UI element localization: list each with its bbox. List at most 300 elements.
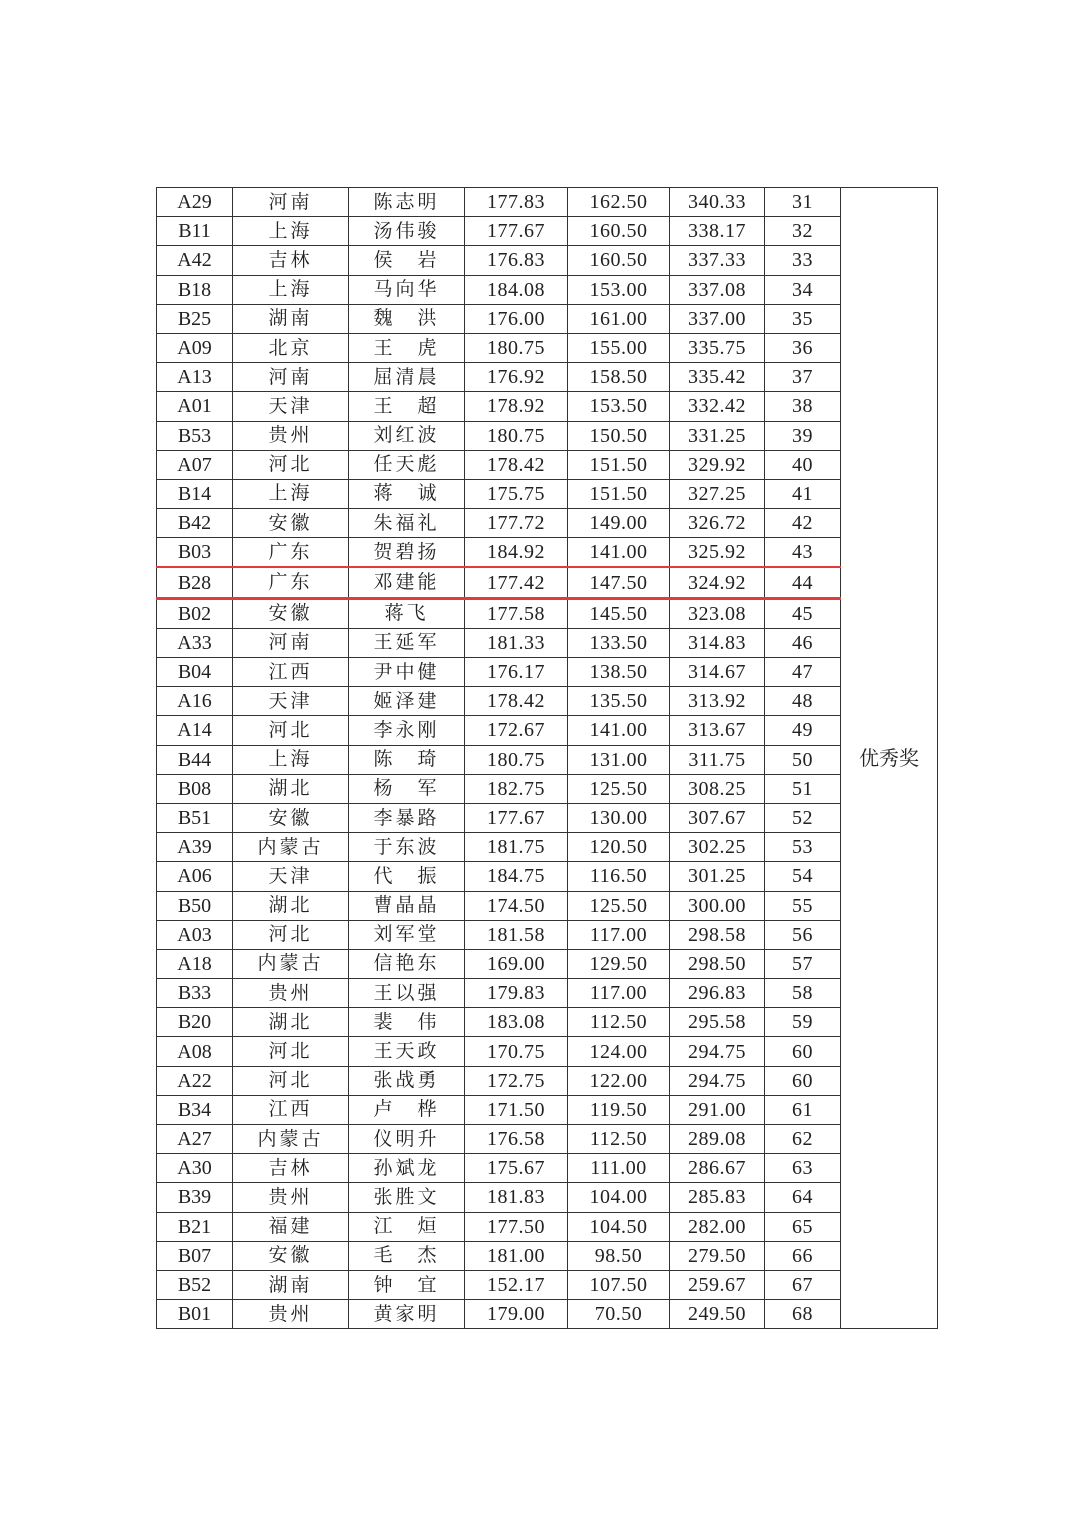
- table-row: [157, 1066, 938, 1095]
- rank-cell: 43: [765, 538, 841, 568]
- score2-cell: 70.50: [568, 1300, 670, 1329]
- total-score-cell: 298.50: [670, 949, 765, 978]
- total-score-cell: 332.42: [670, 392, 765, 421]
- name-cell: 魏 洪: [349, 304, 465, 333]
- participant-id-cell: B39: [157, 1183, 233, 1212]
- total-score-cell: 327.25: [670, 479, 765, 508]
- province-cell: 江西: [233, 1095, 349, 1124]
- table-row: [157, 567, 938, 598]
- table-row: [157, 538, 938, 568]
- score1-cell: 177.58: [465, 598, 568, 628]
- participant-id-cell: B52: [157, 1270, 233, 1299]
- table-row: [157, 217, 938, 246]
- rank-cell: 31: [765, 188, 841, 217]
- name-cell: 李暴路: [349, 803, 465, 832]
- province-cell: 福建: [233, 1212, 349, 1241]
- name-cell: 张战勇: [349, 1066, 465, 1095]
- name-cell: 江 烜: [349, 1212, 465, 1241]
- score2-cell: 162.50: [568, 188, 670, 217]
- name-cell: 屈清晨: [349, 363, 465, 392]
- participant-id-cell: A14: [157, 716, 233, 745]
- rank-cell: 68: [765, 1300, 841, 1329]
- province-cell: 湖北: [233, 774, 349, 803]
- province-cell: 江西: [233, 658, 349, 687]
- table-row: [157, 1183, 938, 1212]
- score1-cell: 176.17: [465, 658, 568, 687]
- total-score-cell: 307.67: [670, 803, 765, 832]
- table-row: [157, 509, 938, 538]
- table-row: [157, 979, 938, 1008]
- name-cell: 钟 宜: [349, 1270, 465, 1299]
- score2-cell: 117.00: [568, 920, 670, 949]
- score1-cell: 180.75: [465, 745, 568, 774]
- name-cell: 毛 杰: [349, 1241, 465, 1270]
- name-cell: 邓建能: [349, 567, 465, 598]
- participant-id-cell: B14: [157, 479, 233, 508]
- participant-id-cell: A30: [157, 1154, 233, 1183]
- table-row: [157, 1095, 938, 1124]
- participant-id-cell: A42: [157, 246, 233, 275]
- rank-cell: 38: [765, 392, 841, 421]
- score2-cell: 111.00: [568, 1154, 670, 1183]
- participant-id-cell: B03: [157, 538, 233, 568]
- participant-id-cell: B53: [157, 421, 233, 450]
- total-score-cell: 282.00: [670, 1212, 765, 1241]
- province-cell: 湖北: [233, 1008, 349, 1037]
- table-row: [157, 1212, 938, 1241]
- score1-cell: 177.67: [465, 217, 568, 246]
- total-score-cell: 331.25: [670, 421, 765, 450]
- score1-cell: 175.67: [465, 1154, 568, 1183]
- total-score-cell: 279.50: [670, 1241, 765, 1270]
- table-row: [157, 333, 938, 362]
- score2-cell: 145.50: [568, 598, 670, 628]
- rank-cell: 49: [765, 716, 841, 745]
- score2-cell: 151.50: [568, 479, 670, 508]
- rank-cell: 57: [765, 949, 841, 978]
- name-cell: 杨 军: [349, 774, 465, 803]
- score1-cell: 176.58: [465, 1125, 568, 1154]
- score1-cell: 177.50: [465, 1212, 568, 1241]
- participant-id-cell: B25: [157, 304, 233, 333]
- province-cell: 河南: [233, 628, 349, 657]
- total-score-cell: 308.25: [670, 774, 765, 803]
- award-cell: 优秀奖: [841, 188, 938, 1329]
- rank-cell: 44: [765, 567, 841, 598]
- rank-cell: 40: [765, 450, 841, 479]
- score1-cell: 182.75: [465, 774, 568, 803]
- participant-id-cell: B02: [157, 598, 233, 628]
- total-score-cell: 314.83: [670, 628, 765, 657]
- score1-cell: 184.92: [465, 538, 568, 568]
- table-row: [157, 1154, 938, 1183]
- province-cell: 湖南: [233, 304, 349, 333]
- total-score-cell: 338.17: [670, 217, 765, 246]
- table-row: [157, 716, 938, 745]
- rank-cell: 51: [765, 774, 841, 803]
- total-score-cell: 294.75: [670, 1037, 765, 1066]
- score2-cell: 129.50: [568, 949, 670, 978]
- score2-cell: 161.00: [568, 304, 670, 333]
- total-score-cell: 335.75: [670, 333, 765, 362]
- province-cell: 河北: [233, 1066, 349, 1095]
- table-row: [157, 891, 938, 920]
- table-row: [157, 1241, 938, 1270]
- rank-cell: 60: [765, 1037, 841, 1066]
- name-cell: 马向华: [349, 275, 465, 304]
- table-row: [157, 479, 938, 508]
- total-score-cell: 329.92: [670, 450, 765, 479]
- name-cell: 蒋 诚: [349, 479, 465, 508]
- name-cell: 黄家明: [349, 1300, 465, 1329]
- province-cell: 广东: [233, 538, 349, 568]
- rank-cell: 42: [765, 509, 841, 538]
- province-cell: 上海: [233, 275, 349, 304]
- province-cell: 河北: [233, 920, 349, 949]
- name-cell: 朱福礼: [349, 509, 465, 538]
- participant-id-cell: A27: [157, 1125, 233, 1154]
- province-cell: 上海: [233, 479, 349, 508]
- score1-cell: 178.42: [465, 450, 568, 479]
- score2-cell: 125.50: [568, 774, 670, 803]
- score1-cell: 152.17: [465, 1270, 568, 1299]
- score2-cell: 125.50: [568, 891, 670, 920]
- name-cell: 仪明升: [349, 1125, 465, 1154]
- total-score-cell: 314.67: [670, 658, 765, 687]
- score1-cell: 177.83: [465, 188, 568, 217]
- total-score-cell: 285.83: [670, 1183, 765, 1212]
- score2-cell: 141.00: [568, 538, 670, 568]
- score1-cell: 184.75: [465, 862, 568, 891]
- table-row: [157, 862, 938, 891]
- score2-cell: 147.50: [568, 567, 670, 598]
- province-cell: 河南: [233, 188, 349, 217]
- table-row: [157, 246, 938, 275]
- participant-id-cell: B11: [157, 217, 233, 246]
- total-score-cell: 259.67: [670, 1270, 765, 1299]
- participant-id-cell: A22: [157, 1066, 233, 1095]
- rank-cell: 67: [765, 1270, 841, 1299]
- total-score-cell: 302.25: [670, 833, 765, 862]
- total-score-cell: 298.58: [670, 920, 765, 949]
- score2-cell: 158.50: [568, 363, 670, 392]
- score1-cell: 177.42: [465, 567, 568, 598]
- score2-cell: 153.00: [568, 275, 670, 304]
- score1-cell: 169.00: [465, 949, 568, 978]
- table-row: [157, 598, 938, 628]
- table-row: [157, 1125, 938, 1154]
- score2-cell: 153.50: [568, 392, 670, 421]
- name-cell: 刘红波: [349, 421, 465, 450]
- name-cell: 汤伟骏: [349, 217, 465, 246]
- score2-cell: 149.00: [568, 509, 670, 538]
- total-score-cell: 291.00: [670, 1095, 765, 1124]
- score2-cell: 107.50: [568, 1270, 670, 1299]
- province-cell: 天津: [233, 862, 349, 891]
- table-row: [157, 450, 938, 479]
- province-cell: 河北: [233, 450, 349, 479]
- score1-cell: 180.75: [465, 333, 568, 362]
- total-score-cell: 289.08: [670, 1125, 765, 1154]
- score2-cell: 124.00: [568, 1037, 670, 1066]
- table-row: [157, 1037, 938, 1066]
- score1-cell: 183.08: [465, 1008, 568, 1037]
- province-cell: 安徽: [233, 803, 349, 832]
- table-row: [157, 803, 938, 832]
- total-score-cell: 337.08: [670, 275, 765, 304]
- province-cell: 上海: [233, 217, 349, 246]
- rank-cell: 53: [765, 833, 841, 862]
- total-score-cell: 325.92: [670, 538, 765, 568]
- table-row: [157, 949, 938, 978]
- participant-id-cell: A13: [157, 363, 233, 392]
- score1-cell: 179.00: [465, 1300, 568, 1329]
- table-row: [157, 1008, 938, 1037]
- score2-cell: 151.50: [568, 450, 670, 479]
- score2-cell: 112.50: [568, 1008, 670, 1037]
- rank-cell: 50: [765, 745, 841, 774]
- name-cell: 王 超: [349, 392, 465, 421]
- participant-id-cell: A39: [157, 833, 233, 862]
- score1-cell: 181.83: [465, 1183, 568, 1212]
- rank-cell: 37: [765, 363, 841, 392]
- name-cell: 姬泽建: [349, 687, 465, 716]
- name-cell: 王以强: [349, 979, 465, 1008]
- rank-cell: 36: [765, 333, 841, 362]
- participant-id-cell: B08: [157, 774, 233, 803]
- participant-id-cell: A33: [157, 628, 233, 657]
- province-cell: 内蒙古: [233, 833, 349, 862]
- name-cell: 代 振: [349, 862, 465, 891]
- name-cell: 王 虎: [349, 333, 465, 362]
- score2-cell: 138.50: [568, 658, 670, 687]
- results-table: [156, 187, 938, 1329]
- table-row: [157, 687, 938, 716]
- score2-cell: 122.00: [568, 1066, 670, 1095]
- name-cell: 陈志明: [349, 188, 465, 217]
- total-score-cell: 296.83: [670, 979, 765, 1008]
- table-row: [157, 304, 938, 333]
- participant-id-cell: A29: [157, 188, 233, 217]
- score1-cell: 176.83: [465, 246, 568, 275]
- total-score-cell: 313.92: [670, 687, 765, 716]
- participant-id-cell: A07: [157, 450, 233, 479]
- score1-cell: 181.75: [465, 833, 568, 862]
- rank-cell: 55: [765, 891, 841, 920]
- score1-cell: 175.75: [465, 479, 568, 508]
- rank-cell: 41: [765, 479, 841, 508]
- rank-cell: 62: [765, 1125, 841, 1154]
- participant-id-cell: B34: [157, 1095, 233, 1124]
- total-score-cell: 326.72: [670, 509, 765, 538]
- province-cell: 天津: [233, 687, 349, 716]
- total-score-cell: 311.75: [670, 745, 765, 774]
- table-row: [157, 275, 938, 304]
- participant-id-cell: A16: [157, 687, 233, 716]
- score1-cell: 171.50: [465, 1095, 568, 1124]
- score2-cell: 117.00: [568, 979, 670, 1008]
- score2-cell: 150.50: [568, 421, 670, 450]
- total-score-cell: 294.75: [670, 1066, 765, 1095]
- score2-cell: 160.50: [568, 217, 670, 246]
- province-cell: 湖北: [233, 891, 349, 920]
- total-score-cell: 337.33: [670, 246, 765, 275]
- name-cell: 李永刚: [349, 716, 465, 745]
- rank-cell: 33: [765, 246, 841, 275]
- score1-cell: 178.42: [465, 687, 568, 716]
- score1-cell: 176.92: [465, 363, 568, 392]
- table-row: [157, 833, 938, 862]
- province-cell: 天津: [233, 392, 349, 421]
- table-row: [157, 920, 938, 949]
- score1-cell: 181.00: [465, 1241, 568, 1270]
- table-row: [157, 188, 938, 217]
- participant-id-cell: B01: [157, 1300, 233, 1329]
- table-row: [157, 421, 938, 450]
- province-cell: 内蒙古: [233, 949, 349, 978]
- province-cell: 贵州: [233, 421, 349, 450]
- participant-id-cell: B42: [157, 509, 233, 538]
- score2-cell: 104.00: [568, 1183, 670, 1212]
- score2-cell: 104.50: [568, 1212, 670, 1241]
- name-cell: 裴 伟: [349, 1008, 465, 1037]
- total-score-cell: 335.42: [670, 363, 765, 392]
- score1-cell: 176.00: [465, 304, 568, 333]
- total-score-cell: 286.67: [670, 1154, 765, 1183]
- participant-id-cell: A08: [157, 1037, 233, 1066]
- score2-cell: 160.50: [568, 246, 670, 275]
- score2-cell: 120.50: [568, 833, 670, 862]
- province-cell: 北京: [233, 333, 349, 362]
- participant-id-cell: B50: [157, 891, 233, 920]
- participant-id-cell: B33: [157, 979, 233, 1008]
- name-cell: 贺碧扬: [349, 538, 465, 568]
- province-cell: 吉林: [233, 246, 349, 275]
- rank-cell: 35: [765, 304, 841, 333]
- table-row: [157, 1270, 938, 1299]
- name-cell: 任天彪: [349, 450, 465, 479]
- score1-cell: 172.75: [465, 1066, 568, 1095]
- total-score-cell: 301.25: [670, 862, 765, 891]
- name-cell: 信艳东: [349, 949, 465, 978]
- rank-cell: 60: [765, 1066, 841, 1095]
- score1-cell: 178.92: [465, 392, 568, 421]
- table-row: [157, 392, 938, 421]
- participant-id-cell: A03: [157, 920, 233, 949]
- rank-cell: 54: [765, 862, 841, 891]
- participant-id-cell: B28: [157, 567, 233, 598]
- score2-cell: 130.00: [568, 803, 670, 832]
- rank-cell: 47: [765, 658, 841, 687]
- rank-cell: 61: [765, 1095, 841, 1124]
- rank-cell: 63: [765, 1154, 841, 1183]
- score2-cell: 98.50: [568, 1241, 670, 1270]
- results-table-body: [157, 188, 938, 1329]
- score1-cell: 180.75: [465, 421, 568, 450]
- rank-cell: 59: [765, 1008, 841, 1037]
- score2-cell: 131.00: [568, 745, 670, 774]
- score2-cell: 116.50: [568, 862, 670, 891]
- rank-cell: 65: [765, 1212, 841, 1241]
- score2-cell: 112.50: [568, 1125, 670, 1154]
- province-cell: 安徽: [233, 509, 349, 538]
- score1-cell: 184.08: [465, 275, 568, 304]
- name-cell: 尹中健: [349, 658, 465, 687]
- score1-cell: 179.83: [465, 979, 568, 1008]
- table-row: [157, 1300, 938, 1329]
- name-cell: 孙斌龙: [349, 1154, 465, 1183]
- province-cell: 贵州: [233, 979, 349, 1008]
- rank-cell: 32: [765, 217, 841, 246]
- score1-cell: 174.50: [465, 891, 568, 920]
- total-score-cell: 324.92: [670, 567, 765, 598]
- score1-cell: 181.33: [465, 628, 568, 657]
- participant-id-cell: B04: [157, 658, 233, 687]
- province-cell: 贵州: [233, 1300, 349, 1329]
- table-row: [157, 774, 938, 803]
- participant-id-cell: B07: [157, 1241, 233, 1270]
- province-cell: 广东: [233, 567, 349, 598]
- total-score-cell: 323.08: [670, 598, 765, 628]
- province-cell: 河南: [233, 363, 349, 392]
- province-cell: 湖南: [233, 1270, 349, 1299]
- score1-cell: 170.75: [465, 1037, 568, 1066]
- name-cell: 王天政: [349, 1037, 465, 1066]
- participant-id-cell: B21: [157, 1212, 233, 1241]
- rank-cell: 48: [765, 687, 841, 716]
- table-row: [157, 628, 938, 657]
- rank-cell: 46: [765, 628, 841, 657]
- province-cell: 上海: [233, 745, 349, 774]
- table-row: [157, 745, 938, 774]
- participant-id-cell: B18: [157, 275, 233, 304]
- name-cell: 张胜文: [349, 1183, 465, 1212]
- table-row: [157, 363, 938, 392]
- total-score-cell: 295.58: [670, 1008, 765, 1037]
- score2-cell: 155.00: [568, 333, 670, 362]
- province-cell: 贵州: [233, 1183, 349, 1212]
- rank-cell: 56: [765, 920, 841, 949]
- score1-cell: 172.67: [465, 716, 568, 745]
- score2-cell: 141.00: [568, 716, 670, 745]
- participant-id-cell: B44: [157, 745, 233, 774]
- name-cell: 蒋飞: [349, 598, 465, 628]
- rank-cell: 58: [765, 979, 841, 1008]
- participant-id-cell: A18: [157, 949, 233, 978]
- participant-id-cell: B51: [157, 803, 233, 832]
- score1-cell: 181.58: [465, 920, 568, 949]
- name-cell: 于东波: [349, 833, 465, 862]
- name-cell: 王延军: [349, 628, 465, 657]
- score2-cell: 135.50: [568, 687, 670, 716]
- score1-cell: 177.67: [465, 803, 568, 832]
- total-score-cell: 337.00: [670, 304, 765, 333]
- total-score-cell: 300.00: [670, 891, 765, 920]
- score1-cell: 177.72: [465, 509, 568, 538]
- rank-cell: 39: [765, 421, 841, 450]
- rank-cell: 45: [765, 598, 841, 628]
- province-cell: 安徽: [233, 598, 349, 628]
- name-cell: 卢 桦: [349, 1095, 465, 1124]
- name-cell: 侯 岩: [349, 246, 465, 275]
- name-cell: 刘军堂: [349, 920, 465, 949]
- table-row: [157, 658, 938, 687]
- rank-cell: 66: [765, 1241, 841, 1270]
- score2-cell: 119.50: [568, 1095, 670, 1124]
- total-score-cell: 249.50: [670, 1300, 765, 1329]
- rank-cell: 64: [765, 1183, 841, 1212]
- total-score-cell: 340.33: [670, 188, 765, 217]
